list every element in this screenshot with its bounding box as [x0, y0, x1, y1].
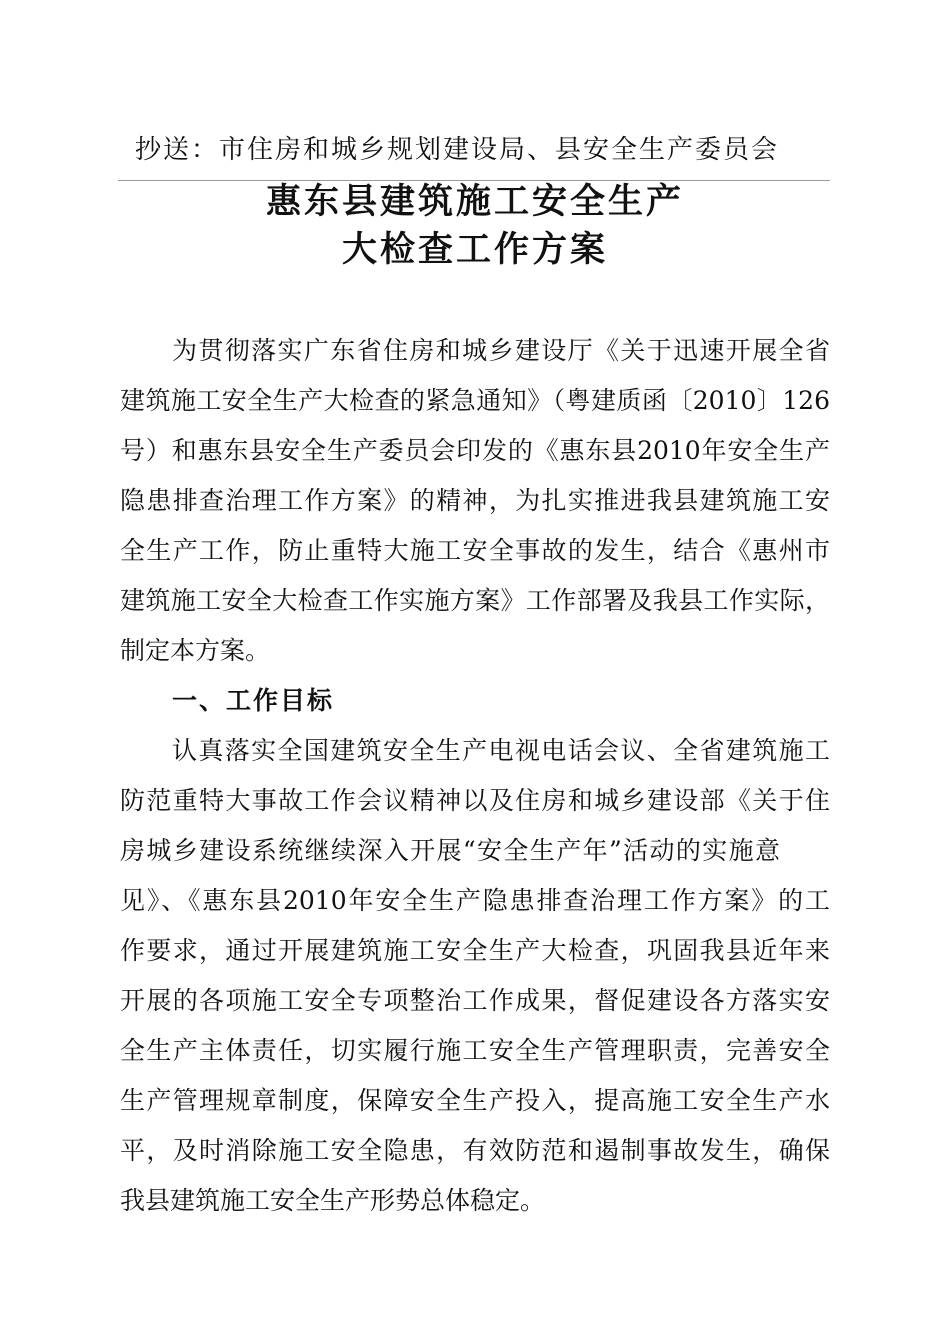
section1-line: 认真落实全国建筑安全生产电视电话会议、全省建筑施工 — [172, 736, 830, 765]
section1-line: 防范重特大事故工作会议精神以及住房和城乡建设部《关于住 — [120, 786, 830, 815]
intro-line: 为贯彻落实广东省住房和城乡建设厅《关于迅速开展全省 — [172, 336, 830, 365]
cc-recipients-line: 抄送：市住房和城乡规划建设局、县安全生产委员会 — [135, 135, 780, 165]
intro-line: 制定本方案。 — [120, 636, 271, 665]
section1-line: 全生产主体责任，切实履行施工安全生产管理职责，完善安全 — [120, 1036, 830, 1065]
section1-line: 我县建筑施工安全生产形势总体稳定。 — [120, 1186, 546, 1215]
section1-line: 生产管理规章制度，保障安全生产投入，提高施工安全生产水 — [120, 1086, 830, 1115]
intro-line: 号）和惠东县安全生产委员会印发的《惠东县2010年安全生产 — [120, 436, 830, 465]
section1-line: 平，及时消除施工安全隐患，有效防范和遏制事故发生，确保 — [120, 1136, 830, 1165]
document-title-line-2: 大检查工作方案 — [341, 230, 608, 270]
document-title-line-1: 惠东县建筑施工安全生产 — [265, 182, 684, 222]
section-heading-work-goals: 一、工作目标 — [172, 686, 335, 715]
intro-line: 全生产工作，防止重特大施工安全事故的发生，结合《惠州市 — [120, 536, 830, 565]
section1-line: 房城乡建设系统继续深入开展“安全生产年”活动的实施意 — [120, 836, 780, 865]
intro-line: 建筑施工安全大检查工作实施方案》工作部署及我县工作实际， — [120, 586, 830, 615]
section1-line: 开展的各项施工安全专项整治工作成果，督促建设各方落实安 — [120, 986, 830, 1015]
intro-line: 隐患排查治理工作方案》的精神，为扎实推进我县建筑施工安 — [120, 486, 830, 515]
section1-line: 见》、《惠东县2010年安全生产隐患排查治理工作方案》的工 — [120, 886, 830, 915]
intro-line: 建筑施工安全生产大检查的紧急通知》（粤建质函〔2010〕126 — [120, 386, 830, 415]
section1-line: 作要求，通过开展建筑施工安全生产大检查，巩固我县近年来 — [120, 936, 830, 965]
